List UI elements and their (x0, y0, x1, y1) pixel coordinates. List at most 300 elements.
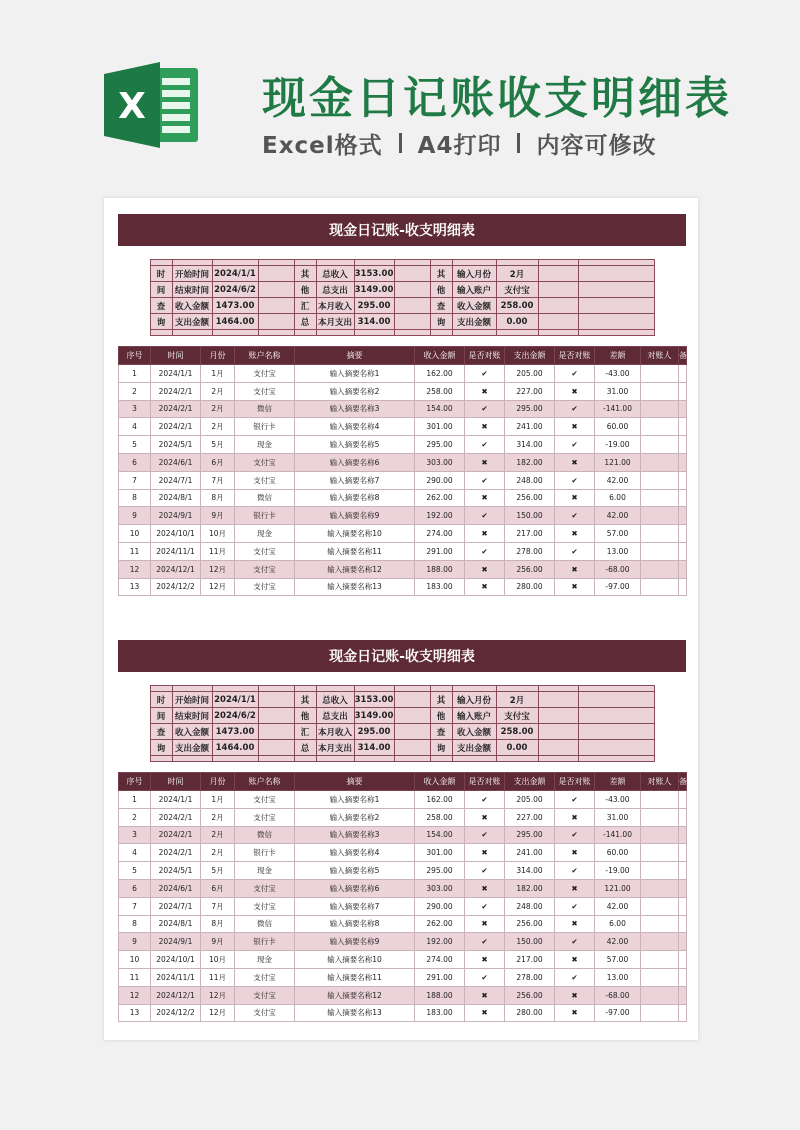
check-icon: ✔ (465, 933, 505, 951)
sheet-title: 现金日记账-收支明细表 (329, 649, 475, 665)
table-cell (679, 542, 687, 560)
table-cell: 11月 (201, 968, 235, 986)
table-cell: 9 (119, 507, 151, 525)
cross-icon: ✖ (555, 915, 595, 933)
summary-cell: 开始时间 (172, 266, 212, 282)
table-row (119, 365, 687, 383)
table-cell (641, 489, 679, 507)
table-cell: 303.00 (415, 453, 465, 471)
summary-cell: 其 (430, 692, 452, 708)
table-cell: 输入摘要名称7 (295, 471, 415, 489)
column-header: 是否对账 (465, 773, 505, 791)
summary-cell: 258.00 (496, 298, 538, 314)
column-header: 账户名称 (235, 773, 295, 791)
check-icon: ✔ (555, 933, 595, 951)
summary-cell: 支出金额 (452, 314, 496, 330)
summary-cell-empty (578, 740, 654, 756)
summary-cell: 总支出 (316, 708, 354, 724)
table-cell (641, 986, 679, 1004)
summary-cell: 总支出 (316, 282, 354, 298)
summary-cell: 2024/6/2 (212, 708, 258, 724)
summary-cell-empty (394, 724, 430, 740)
table-cell: 248.00 (505, 897, 555, 915)
table-cell: 12月 (201, 560, 235, 578)
table-row (119, 933, 687, 951)
table-row (119, 578, 687, 596)
table-cell: 162.00 (415, 365, 465, 383)
table-cell (641, 844, 679, 862)
cross-icon: ✖ (465, 879, 505, 897)
summary-cell: 3153.00 (354, 266, 394, 282)
check-icon: ✔ (555, 826, 595, 844)
summary-cell-empty (258, 298, 294, 314)
table-cell: 输入摘要名称10 (295, 525, 415, 543)
table-cell: 输入摘要名称9 (295, 933, 415, 951)
table-cell: 现金 (235, 862, 295, 880)
summary-cell: 其 (430, 266, 452, 282)
summary-row (150, 708, 654, 724)
summary-cell-empty (578, 282, 654, 298)
table-cell: 9月 (201, 933, 235, 951)
table-cell: 2月 (201, 382, 235, 400)
table-cell (641, 897, 679, 915)
cross-icon: ✖ (465, 808, 505, 826)
table-cell: 2024/12/2 (151, 578, 201, 596)
table-cell: 6月 (201, 453, 235, 471)
table-cell: 银行卡 (235, 418, 295, 436)
table-cell: 57.00 (595, 951, 641, 969)
table-cell: 输入摘要名称4 (295, 418, 415, 436)
table-cell: 188.00 (415, 560, 465, 578)
table-cell: 42.00 (595, 471, 641, 489)
check-icon: ✔ (555, 862, 595, 880)
table-cell: 11月 (201, 542, 235, 560)
cross-icon: ✖ (555, 578, 595, 596)
summary-cell: 本月收入 (316, 298, 354, 314)
summary-cell: 查 (150, 724, 172, 740)
table-cell (679, 382, 687, 400)
table-cell: 2024/5/1 (151, 862, 201, 880)
table-cell: 输入摘要名称13 (295, 578, 415, 596)
summary-cell: 1473.00 (212, 724, 258, 740)
summary-cell: 询 (150, 314, 172, 330)
summary-table (150, 259, 655, 336)
summary-cell: 314.00 (354, 314, 394, 330)
table-cell: 2024/7/1 (151, 897, 201, 915)
summary-row (150, 298, 654, 314)
table-cell (679, 897, 687, 915)
summary-cell: 1464.00 (212, 314, 258, 330)
summary-cell: 总收入 (316, 692, 354, 708)
table-row (119, 471, 687, 489)
table-cell (641, 808, 679, 826)
table-cell: 8 (119, 915, 151, 933)
summary-cell: 其 (294, 266, 316, 282)
column-header: 是否对账 (465, 347, 505, 365)
table-cell: 输入摘要名称11 (295, 542, 415, 560)
table-cell: 256.00 (505, 560, 555, 578)
table-cell: 2024/12/2 (151, 1004, 201, 1022)
table-cell (641, 915, 679, 933)
table-cell: 微信 (235, 489, 295, 507)
table-row (119, 1004, 687, 1022)
subtitle-divider (399, 133, 402, 153)
table-cell: 2024/6/1 (151, 453, 201, 471)
table-cell: 输入摘要名称2 (295, 808, 415, 826)
table-cell (679, 471, 687, 489)
summary-cell-empty (578, 314, 654, 330)
column-header: 备注 (679, 773, 687, 791)
table-row (119, 400, 687, 418)
table-cell (679, 489, 687, 507)
table-cell: 2024/5/1 (151, 436, 201, 454)
summary-cell: 2月 (496, 266, 538, 282)
table-row (119, 560, 687, 578)
check-icon: ✔ (465, 826, 505, 844)
column-header: 对账人 (641, 773, 679, 791)
summary-cell: 总 (294, 314, 316, 330)
table-row (119, 826, 687, 844)
table-cell: 支付宝 (235, 897, 295, 915)
table-cell (679, 525, 687, 543)
table-cell (679, 507, 687, 525)
table-cell: 2 (119, 382, 151, 400)
summary-cell: 2024/6/2 (212, 282, 258, 298)
cross-icon: ✖ (465, 951, 505, 969)
table-cell: 13.00 (595, 542, 641, 560)
table-cell: 258.00 (415, 382, 465, 400)
table-cell: 278.00 (505, 542, 555, 560)
table-cell: -141.00 (595, 826, 641, 844)
summary-cell: 询 (430, 740, 452, 756)
table-cell: 278.00 (505, 968, 555, 986)
table-cell: 7月 (201, 897, 235, 915)
table-row (119, 808, 687, 826)
table-cell: 现金 (235, 436, 295, 454)
table-cell: -43.00 (595, 791, 641, 809)
cross-icon: ✖ (465, 525, 505, 543)
table-cell: 6 (119, 453, 151, 471)
summary-cell-empty (578, 298, 654, 314)
check-icon: ✔ (465, 507, 505, 525)
summary-cell: 时 (150, 692, 172, 708)
table-cell: 227.00 (505, 382, 555, 400)
summary-cell-empty (394, 266, 430, 282)
table-cell: 13 (119, 578, 151, 596)
table-cell: 支付宝 (235, 560, 295, 578)
summary-cell: 收入金额 (452, 724, 496, 740)
table-cell (679, 862, 687, 880)
table-row (119, 507, 687, 525)
table-cell: 12 (119, 986, 151, 1004)
table-cell (641, 471, 679, 489)
table-cell (679, 400, 687, 418)
check-icon: ✔ (465, 542, 505, 560)
table-cell: 输入摘要名称5 (295, 436, 415, 454)
table-cell: 60.00 (595, 844, 641, 862)
column-header: 月份 (201, 773, 235, 791)
table-cell: 7 (119, 897, 151, 915)
cross-icon: ✖ (465, 986, 505, 1004)
table-cell: 2024/7/1 (151, 471, 201, 489)
table-cell: 5 (119, 436, 151, 454)
summary-cell: 3149.00 (354, 282, 394, 298)
table-cell: -68.00 (595, 986, 641, 1004)
table-cell: 输入摘要名称6 (295, 453, 415, 471)
column-header: 对账人 (641, 347, 679, 365)
cross-icon: ✖ (555, 951, 595, 969)
table-cell: 262.00 (415, 915, 465, 933)
column-header: 时间 (151, 773, 201, 791)
table-cell: 301.00 (415, 418, 465, 436)
table-cell: -43.00 (595, 365, 641, 383)
table-cell: 162.00 (415, 791, 465, 809)
summary-cell: 0.00 (496, 314, 538, 330)
summary-cell-empty (394, 692, 430, 708)
check-icon: ✔ (555, 436, 595, 454)
table-cell: 输入摘要名称5 (295, 862, 415, 880)
table-cell (641, 400, 679, 418)
summary-cell: 他 (430, 708, 452, 724)
summary-cell: 总收入 (316, 266, 354, 282)
table-cell: 205.00 (505, 365, 555, 383)
column-header: 账户名称 (235, 347, 295, 365)
table-cell: 12月 (201, 578, 235, 596)
table-cell (641, 525, 679, 543)
table-cell: 12 (119, 560, 151, 578)
table-cell: 290.00 (415, 471, 465, 489)
check-icon: ✔ (555, 400, 595, 418)
summary-cell: 收入金额 (172, 298, 212, 314)
cross-icon: ✖ (465, 1004, 505, 1022)
table-cell (679, 844, 687, 862)
summary-cell-empty (258, 266, 294, 282)
table-cell: 支付宝 (235, 365, 295, 383)
detail-table (118, 346, 695, 596)
summary-cell: 时 (150, 266, 172, 282)
cross-icon: ✖ (555, 418, 595, 436)
table-cell: 3 (119, 826, 151, 844)
table-cell: 295.00 (505, 826, 555, 844)
table-cell (679, 436, 687, 454)
table-cell (641, 560, 679, 578)
table-cell: 6.00 (595, 489, 641, 507)
table-cell: 2024/10/1 (151, 951, 201, 969)
summary-cell: 查 (430, 298, 452, 314)
table-cell: 295.00 (415, 862, 465, 880)
table-cell (641, 578, 679, 596)
cross-icon: ✖ (465, 560, 505, 578)
table-cell (679, 365, 687, 383)
table-cell: -97.00 (595, 578, 641, 596)
summary-cell-empty (578, 266, 654, 282)
table-cell: 182.00 (505, 453, 555, 471)
summary-cell-empty (258, 708, 294, 724)
column-header: 是否对账 (555, 347, 595, 365)
table-cell: 6 (119, 879, 151, 897)
table-cell: 微信 (235, 400, 295, 418)
summary-cell-empty (394, 740, 430, 756)
table-cell: 31.00 (595, 808, 641, 826)
table-cell: 银行卡 (235, 844, 295, 862)
table-cell: 现金 (235, 525, 295, 543)
table-cell: 银行卡 (235, 933, 295, 951)
table-cell: 11 (119, 542, 151, 560)
table-cell (679, 879, 687, 897)
table-cell: 10月 (201, 525, 235, 543)
table-cell (641, 542, 679, 560)
cross-icon: ✖ (555, 453, 595, 471)
table-cell: 2024/1/1 (151, 365, 201, 383)
table-cell: 6月 (201, 879, 235, 897)
table-cell: 192.00 (415, 507, 465, 525)
table-cell: 182.00 (505, 879, 555, 897)
table-cell: 188.00 (415, 986, 465, 1004)
table-cell: 150.00 (505, 507, 555, 525)
table-cell: 10 (119, 525, 151, 543)
cross-icon: ✖ (465, 844, 505, 862)
table-cell: 314.00 (505, 862, 555, 880)
table-cell: 1 (119, 365, 151, 383)
table-cell: 10 (119, 951, 151, 969)
summary-cell-empty (394, 282, 430, 298)
table-cell: 241.00 (505, 844, 555, 862)
summary-cell: 开始时间 (172, 692, 212, 708)
column-header: 摘要 (295, 773, 415, 791)
table-cell: 4 (119, 844, 151, 862)
summary-cell: 本月支出 (316, 740, 354, 756)
table-cell: 支付宝 (235, 791, 295, 809)
table-cell (679, 951, 687, 969)
table-cell: 2024/8/1 (151, 915, 201, 933)
summary-cell: 他 (430, 282, 452, 298)
table-cell (679, 826, 687, 844)
table-cell: 2 (119, 808, 151, 826)
table-cell: 2024/12/1 (151, 986, 201, 1004)
table-cell: 输入摘要名称3 (295, 826, 415, 844)
summary-cell: 输入账户 (452, 282, 496, 298)
table-cell: 7 (119, 471, 151, 489)
table-cell: 2024/12/1 (151, 560, 201, 578)
table-cell: 31.00 (595, 382, 641, 400)
summary-cell: 3149.00 (354, 708, 394, 724)
subtitle-editable: 内容可修改 (536, 132, 657, 159)
table-cell: -19.00 (595, 436, 641, 454)
column-header: 支出金额 (505, 773, 555, 791)
table-cell: 241.00 (505, 418, 555, 436)
summary-cell-empty (538, 282, 578, 298)
table-cell: 输入摘要名称8 (295, 489, 415, 507)
table-cell: 微信 (235, 826, 295, 844)
table-row (119, 542, 687, 560)
table-cell: 输入摘要名称6 (295, 879, 415, 897)
summary-cell: 汇 (294, 724, 316, 740)
table-row (119, 986, 687, 1004)
table-cell: 192.00 (415, 933, 465, 951)
column-header: 差额 (595, 773, 641, 791)
table-cell: 42.00 (595, 933, 641, 951)
table-cell: 2024/8/1 (151, 489, 201, 507)
table-cell (641, 933, 679, 951)
column-header: 序号 (119, 773, 151, 791)
cross-icon: ✖ (555, 879, 595, 897)
table-cell: 6.00 (595, 915, 641, 933)
cross-icon: ✖ (555, 1004, 595, 1022)
summary-cell: 查 (430, 724, 452, 740)
table-cell: 183.00 (415, 578, 465, 596)
cross-icon: ✖ (465, 489, 505, 507)
summary-cell: 其 (294, 692, 316, 708)
table-cell: 支付宝 (235, 808, 295, 826)
summary-row (150, 282, 654, 298)
summary-cell: 258.00 (496, 724, 538, 740)
table-cell: 291.00 (415, 542, 465, 560)
table-cell: 274.00 (415, 525, 465, 543)
column-header: 时间 (151, 347, 201, 365)
summary-cell-empty (578, 708, 654, 724)
page-title: 现金日记账收支明细表 (262, 73, 732, 124)
summary-cell-empty (578, 692, 654, 708)
summary-row (150, 740, 654, 756)
table-cell: 2月 (201, 844, 235, 862)
sheet-title: 现金日记账-收支明细表 (329, 223, 475, 239)
summary-cell: 0.00 (496, 740, 538, 756)
table-cell (679, 560, 687, 578)
logo-letter: X (118, 86, 146, 127)
table-cell: 5月 (201, 862, 235, 880)
summary-row (150, 314, 654, 330)
table-cell: 输入摘要名称11 (295, 968, 415, 986)
table-cell: -68.00 (595, 560, 641, 578)
summary-row (150, 692, 654, 708)
summary-cell-empty (538, 740, 578, 756)
sheet-section (118, 640, 695, 1022)
table-cell: 121.00 (595, 879, 641, 897)
table-row (119, 897, 687, 915)
cross-icon: ✖ (465, 915, 505, 933)
table-cell: 支付宝 (235, 453, 295, 471)
table-cell (641, 436, 679, 454)
summary-cell: 1473.00 (212, 298, 258, 314)
subtitle-format: Excel格式 (262, 132, 383, 159)
summary-row (150, 266, 654, 282)
cross-icon: ✖ (555, 986, 595, 1004)
table-cell: 8 (119, 489, 151, 507)
table-cell: 输入摘要名称10 (295, 951, 415, 969)
summary-cell-empty (538, 708, 578, 724)
summary-cell: 支出金额 (172, 740, 212, 756)
summary-cell-empty (578, 724, 654, 740)
table-cell: 303.00 (415, 879, 465, 897)
table-cell: 2月 (201, 808, 235, 826)
table-cell: 8月 (201, 489, 235, 507)
summary-cell: 输入月份 (452, 692, 496, 708)
table-cell: 9月 (201, 507, 235, 525)
table-row (119, 915, 687, 933)
summary-cell: 1464.00 (212, 740, 258, 756)
summary-cell: 询 (150, 740, 172, 756)
table-cell: 输入摘要名称3 (295, 400, 415, 418)
cross-icon: ✖ (555, 560, 595, 578)
check-icon: ✔ (555, 968, 595, 986)
table-cell: 微信 (235, 915, 295, 933)
table-cell: 输入摘要名称1 (295, 791, 415, 809)
table-cell (679, 915, 687, 933)
summary-cell: 汇 (294, 298, 316, 314)
table-cell: 输入摘要名称7 (295, 897, 415, 915)
table-cell (679, 1004, 687, 1022)
table-cell (679, 808, 687, 826)
